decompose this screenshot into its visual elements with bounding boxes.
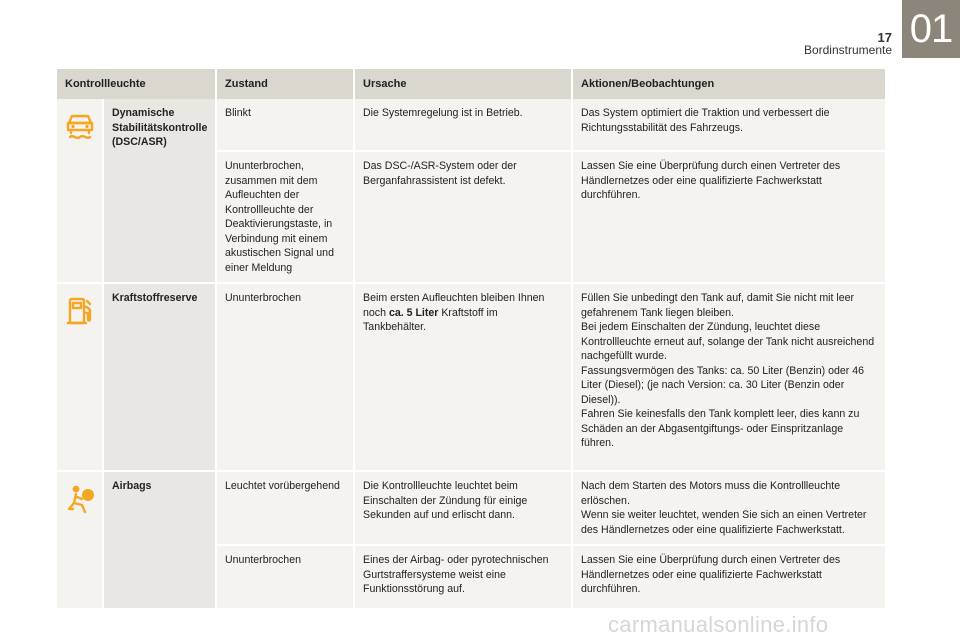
state-cell: Ununterbrochen [216,545,354,609]
chapter-tab: 01 [902,0,960,58]
warning-light-icon-cell [57,99,103,283]
column-header-warning-light: Kontrollleuchte [57,69,216,99]
cause-cell: Eines der Airbag- oder pyrotechnischen Gurtstraffersysteme weist eine Funktionsstörung auf. [354,545,572,609]
action-cell: Das System optimiert die Traktion und verbessert die Richtungsstabilität des Fahrzeugs. [572,99,885,151]
table-header-row [57,69,885,99]
warning-light-name: Airbags [103,471,216,609]
column-header-cause: Ursache [354,69,572,99]
cause-text: Kraftstoff im Tankbehälter. [363,306,498,333]
action-cell: Lassen Sie eine Überprüfung durch einen Vertreter des Händlernetzes oder eine qualifizierte Fachwerkstatt durchführen. [572,545,885,609]
action-cell [572,471,885,545]
table-row [57,99,885,151]
warning-light-name: Kraftstoffreserve [103,283,216,471]
cause-cell [354,283,572,471]
action-line: Fahren Sie keinesfalls den Tank komplett leer, dies kann zu Schäden an der Abgasentgiftungs- oder Einspritzanlage führen. [581,408,860,449]
cause-text: Beim ersten Aufleuchten bleiben Ihnen noch [363,292,545,319]
action-cell: Lassen Sie eine Überprüfung durch einen Vertreter des Händlernetzes oder eine qualifizierte Fachwerkstatt durchführen. [572,151,885,283]
watermark-text: carmanualsonline.info [608,612,829,637]
cause-highlight: ca. 5 Liter [388,306,439,319]
warning-light-name: Dynamische Stabilitätskontrolle (DSC/ASR) [103,99,216,283]
cause-cell: Das DSC-/ASR-System oder der Berganfahrassistent ist defekt. [354,151,572,283]
action-line: Wenn sie weiter leuchtet, wenden Sie sich an einen Vertreter des Händlernetzes oder eine qualifizierte Fachwerkstatt. [581,509,867,536]
page-number: 17 [877,30,892,45]
warning-light-icon-cell [57,283,103,471]
fuel-pump-icon [63,294,97,328]
action-line: Bei jedem Einschalten der Zündung, leuchtet diese Kontrollleuchte erneut auf, solange der Tank nicht ausreichend nachgefüllt wurde. [581,321,875,362]
cause-cell: Die Systemregelung ist in Betrieb. [354,99,572,151]
state-cell: Ununterbrochen, zusammen mit dem Aufleuchten der Kontrollleuchte der Deaktivierungstaste, in Verbindung mit einem akustischen Signal und einer Meldung [216,151,354,283]
warning-light-icon-cell [57,471,103,609]
action-line: Füllen Sie unbedingt den Tank auf, damit Sie nicht mit leer gefahrenem Tank liegen bleiben. [581,292,855,319]
state-cell: Blinkt [216,99,354,151]
action-cell [572,283,885,471]
cause-cell: Die Kontrollleuchte leuchtet beim Einschalten der Zündung für einige Sekunden auf und erlischt dann. [354,471,572,545]
state-cell: Leuchtet vorübergehend [216,471,354,545]
table-row [57,471,885,545]
stability-control-car-icon [63,109,97,143]
column-header-state: Zustand [216,69,354,99]
action-line: Nach dem Starten des Motors muss die Kontrollleuchte erlöschen. [581,480,841,507]
state-cell: Ununterbrochen [216,283,354,471]
action-line: Fassungsvermögen des Tanks: ca. 50 Liter (Benzin) oder 46 Liter (Diesel); (je nach Version: ca. 30 Liter (Benzin oder Diesel)). [581,364,865,406]
table-row [57,283,885,471]
warning-lights-table [57,69,885,610]
airbag-icon [63,482,97,516]
column-header-action: Aktionen/Beobachtungen [572,69,885,99]
chapter-title: Bordinstrumente [803,43,892,57]
